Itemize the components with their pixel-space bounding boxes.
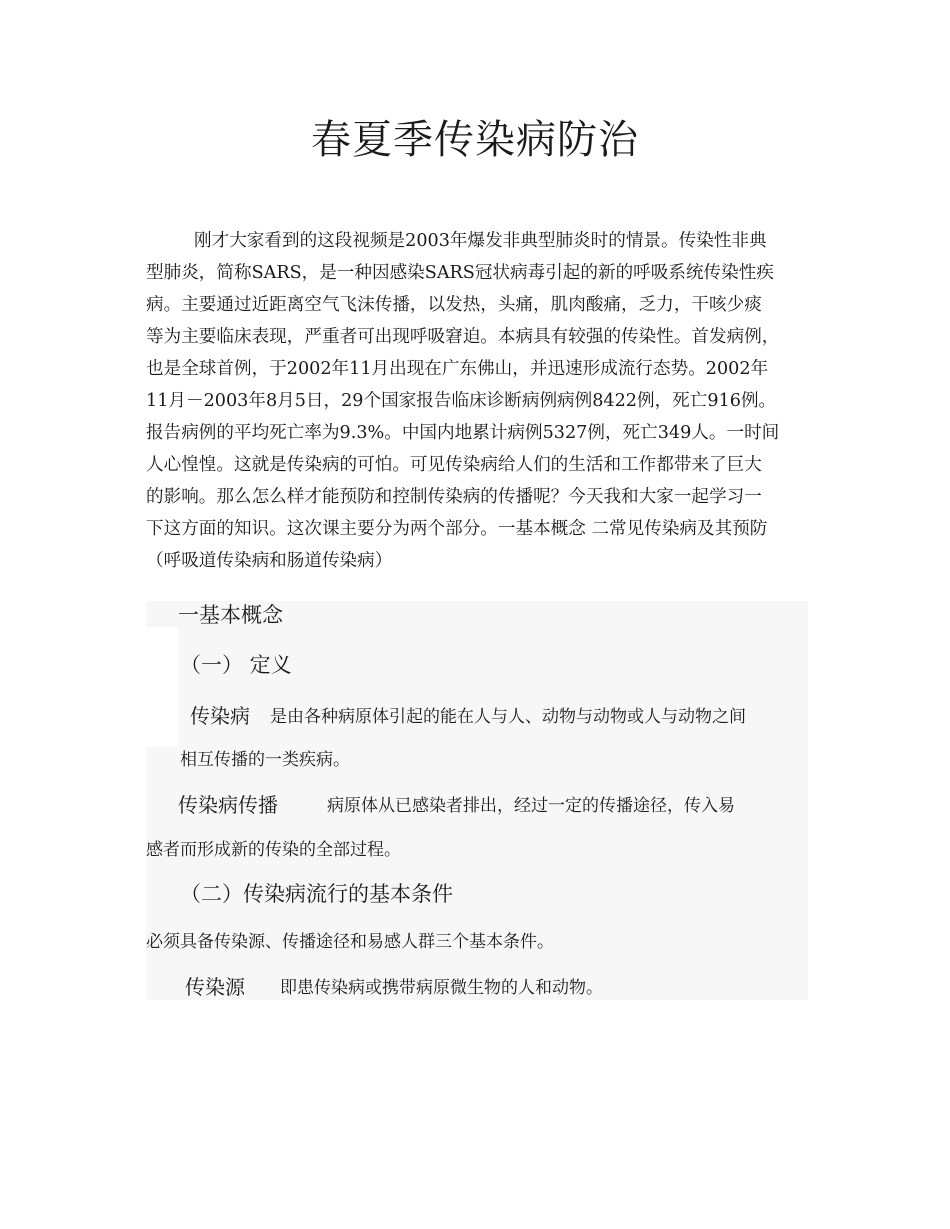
intro-line: 型肺炎，简称SARS，是一种因感染SARS冠状病毒引起的新的呼吸系统传染性疾 xyxy=(146,263,774,283)
document-title: 春夏季传染病防治 xyxy=(311,117,639,163)
intro-line: 人心惶惶。这就是传染病的可怕。可见传染病给人们的生活和工作都带来了巨大 xyxy=(146,455,762,475)
definition-infectious-disease-cont: 相互传播的一类疾病。 xyxy=(180,750,350,770)
intro-line: 病。主要通过近距离空气飞沫传播，以发热，头痛，肌肉酸痛，乏力，干咳少痰 xyxy=(146,295,762,315)
conditions-text: 必须具备传染源、传播途径和易感人群三个基本条件。 xyxy=(146,932,554,952)
definition-transmission: 病原体从已感染者排出，经过一定的传播途径，传入易 xyxy=(327,796,735,816)
term-infection-source: 传染源 xyxy=(185,975,245,999)
intro-line: 报告病例的平均死亡率为9.3%。中国内地累计病例5327例，死亡349人。一时间 xyxy=(146,423,780,443)
subsection-heading-conditions: （二）传染病流行的基本条件 xyxy=(180,882,453,906)
intro-line: 下这方面的知识。这次课主要分为两个部分。一基本概念 二常见传染病及其预防 xyxy=(146,519,768,539)
term-infectious-disease: 传染病 xyxy=(190,704,250,728)
definition-infectious-disease: 是由各种病原体引起的能在人与人、动物与动物或人与动物之间 xyxy=(270,707,746,727)
term-transmission: 传染病传播 xyxy=(178,793,278,817)
section-heading: 一基本概念 xyxy=(178,603,283,627)
intro-line: 刚才大家看到的这段视频是2003年爆发非典型肺炎时的情景。传染性非典 xyxy=(194,231,767,251)
intro-line: （呼吸道传染病和肠道传染病） xyxy=(146,551,393,571)
subsection-heading-definition: （一） 定义 xyxy=(180,653,292,677)
definition-infection-source: 即患传染病或携带病原微生物的人和动物。 xyxy=(280,978,603,998)
section-shading-notch xyxy=(146,627,178,747)
intro-line: 11月－2003年8月5日，29个国家报告临床诊断病例病例8422例，死亡916例。 xyxy=(146,391,777,411)
definition-transmission-cont: 感者而形成新的传染的全部过程。 xyxy=(146,840,401,860)
basic-concepts-section xyxy=(146,601,808,1000)
intro-line: 也是全球首例，于2002年11月出现在广东佛山，并迅速形成流行态势。2002年 xyxy=(146,359,769,379)
intro-paragraph xyxy=(146,225,808,577)
intro-line: 的影响。那么怎么样才能预防和控制传染病的传播呢？今天我和大家一起学习一 xyxy=(146,487,762,507)
intro-line: 等为主要临床表现，严重者可出现呼吸窘迫。本病具有较强的传染性。首发病例， xyxy=(146,327,780,347)
